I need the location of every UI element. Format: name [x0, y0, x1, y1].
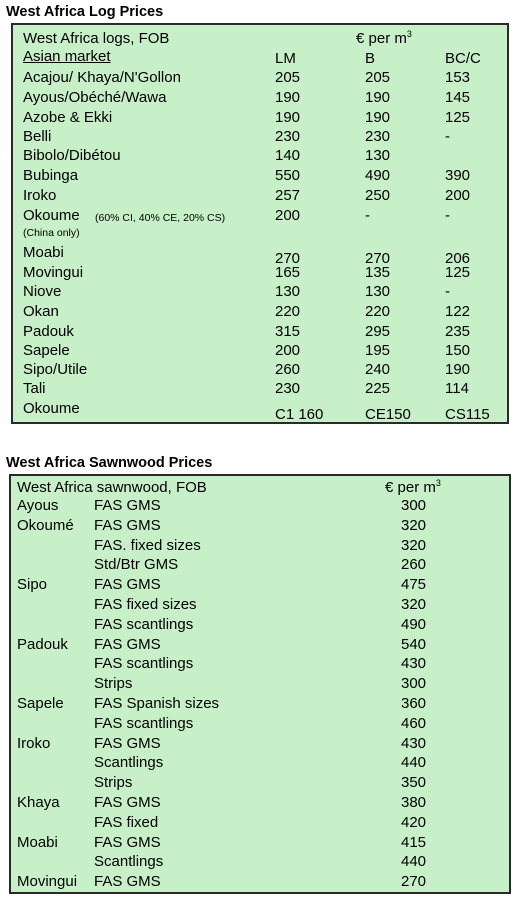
sawn-row-grade: FAS. fixed sizes	[94, 536, 201, 554]
log-row-bcc-price: 125	[445, 264, 471, 281]
sawn-row-species: Movingui	[17, 873, 78, 891]
sawn-row-price: 440	[401, 754, 427, 772]
sawn-row-price: 490	[401, 615, 427, 633]
sawn-row-price: 460	[401, 714, 427, 732]
sawn-row-grade: FAS fixed sizes	[94, 596, 197, 613]
log-row-lm-price: 260	[275, 361, 301, 378]
sawn-prices-title: West Africa Sawnwood Prices	[6, 455, 213, 471]
sawn-header-label: West Africa sawnwood, FOB	[17, 479, 207, 496]
log-row-b-price: 195	[365, 342, 391, 359]
sawn-row-price: 320	[401, 516, 427, 534]
log-market-label: Asian market	[23, 48, 111, 65]
log-row-b-price: 135	[365, 264, 391, 281]
log-row-bcc-price: 235	[445, 323, 471, 340]
log-row-bcc-price: -	[445, 283, 450, 300]
log-row-b-price: 225	[365, 380, 391, 397]
log-row-b-price: -	[365, 207, 370, 224]
log-row-species: Moabi	[23, 244, 64, 261]
log-row-bcc-price: 122	[445, 303, 471, 320]
sawn-row-price: 430	[401, 655, 427, 673]
sawn-row-grade: FAS GMS	[94, 833, 161, 851]
sawn-row-grade: FAS GMS	[94, 794, 161, 811]
sawn-row-grade: Strips	[94, 675, 133, 693]
sawn-row-price: 300	[401, 497, 427, 514]
log-row-species: Sapele	[23, 342, 70, 359]
sawn-row-grade: FAS Spanish sizes	[94, 695, 220, 712]
log-row-lm-price: 230	[275, 380, 301, 397]
log-row-b-price: 295	[365, 323, 391, 340]
log-row-species: Bibolo/Dibétou	[23, 147, 121, 164]
sawn-prices-table	[9, 474, 511, 894]
log-row-bcc-price: 150	[445, 342, 471, 359]
sawn-row-grade: FAS GMS	[94, 576, 161, 594]
sawn-row-species: Khaya	[17, 794, 60, 811]
log-row-b-price: 190	[365, 109, 391, 126]
sawn-row-price: 540	[401, 635, 427, 653]
log-row-lm-price: 200	[275, 207, 301, 224]
log-row-lm-price: 190	[275, 89, 301, 106]
log-row-b-price: 270	[365, 250, 391, 267]
log-row-note-2: (China only)	[23, 227, 80, 239]
sawn-row-species: Moabi	[17, 833, 58, 851]
log-row-species: Belli	[23, 128, 52, 145]
log-row-bcc-price: 153	[445, 69, 471, 86]
sawn-row-species: Sipo	[17, 576, 48, 594]
sawn-row-grade: FAS scantlings	[94, 714, 194, 732]
log-row-lm-price: 190	[275, 109, 301, 126]
log-row-species: Bubinga	[23, 167, 79, 184]
log-prices-title: West Africa Log Prices	[6, 4, 164, 20]
sawn-row-price: 300	[401, 675, 427, 693]
log-row-lm-price: 205	[275, 69, 301, 86]
sawn-row-grade: FAS GMS	[94, 516, 161, 534]
log-row-species: Niove	[23, 283, 62, 300]
sawn-row-price: 430	[401, 734, 427, 752]
log-row-lm-price: 140	[275, 147, 301, 164]
sawn-row-grade: Scantlings	[94, 754, 164, 772]
sawn-row-grade: FAS scantlings	[94, 655, 194, 673]
log-row-bcc-price: 145	[445, 89, 471, 106]
log-header-label: West Africa logs, FOB	[23, 30, 170, 47]
sawn-row-grade: FAS GMS	[94, 497, 161, 514]
col-header-b: B	[365, 50, 376, 67]
log-row-lm-price: 257	[275, 187, 301, 204]
sawn-row-price: 260	[401, 556, 427, 574]
log-prices-table	[11, 23, 509, 424]
sawn-row-grade: FAS GMS	[94, 635, 161, 653]
sawn-row-price: 380	[401, 794, 427, 811]
log-row-species: Tali	[23, 380, 46, 397]
sawn-row-grade: FAS GMS	[94, 873, 161, 891]
log-row-bcc-price: 200	[445, 187, 471, 204]
log-row-lm-price: 270	[275, 250, 301, 267]
log-row-bcc-price: 206	[445, 250, 471, 267]
log-row-b-price: 205	[365, 69, 391, 86]
log-row-lm-price: 550	[275, 167, 301, 184]
col-header-bcc: BC/C	[445, 50, 481, 67]
log-row-b-price: 220	[365, 303, 391, 320]
col-header-lm: LM	[275, 50, 296, 67]
sawn-row-species: Padouk	[17, 635, 68, 653]
log-row-b-price: 490	[365, 167, 391, 184]
log-row-lm-price: 165	[275, 264, 301, 281]
sawn-row-price: 475	[401, 576, 427, 594]
sawn-row-price: 440	[401, 853, 427, 871]
sawn-row-grade: FAS GMS	[94, 734, 161, 752]
sawn-row-species: Ayous	[17, 497, 59, 514]
log-row-lm-price: 220	[275, 303, 301, 320]
log-row-b-price: 250	[365, 187, 391, 204]
log-row-species: Sipo/Utile	[23, 361, 88, 378]
log-row-species: Movingui	[23, 264, 84, 281]
log-row-species: Iroko	[23, 187, 57, 204]
log-row-bcc-price: -	[445, 128, 450, 145]
log-row-species: Okoume	[23, 207, 80, 224]
sawn-row-grade: FAS fixed	[94, 813, 159, 831]
log-row-species: Azobe & Ekki	[23, 109, 113, 126]
sawn-row-grade: Strips	[94, 774, 133, 792]
log-row-species: Okan	[23, 303, 59, 320]
log-row-lm-price: 315	[275, 323, 301, 340]
log-row-b-price: 130	[365, 147, 391, 164]
log-row-bcc-price: -	[445, 207, 450, 224]
log-row-b-price: 130	[365, 283, 391, 300]
log-row-b-price: 190	[365, 89, 391, 106]
log-row-lm-price: C1 160	[275, 406, 324, 423]
log-row-species: Padouk	[23, 323, 74, 340]
log-row-note: (60% CI, 40% CE, 20% CS)	[95, 212, 226, 224]
sawn-unit-label: € per $m^3$	[385, 478, 441, 496]
log-unit-label: € per $m^3$	[356, 29, 412, 47]
log-row-species: Okoume	[23, 400, 80, 417]
log-row-bcc-price: 390	[445, 167, 471, 184]
sawn-row-price: 320	[401, 596, 427, 613]
log-row-b-price: 240	[365, 361, 391, 378]
log-row-b-price: 230	[365, 128, 391, 145]
log-row-bcc-price: 125	[445, 109, 471, 126]
sawn-row-price: 415	[401, 833, 427, 851]
sawn-row-price: 360	[401, 695, 427, 712]
log-row-bcc-price: 190	[445, 361, 471, 378]
sawn-row-species: Okoumé	[17, 516, 74, 534]
sawn-row-price: 420	[401, 813, 427, 831]
sawn-row-price: 350	[401, 774, 427, 792]
sawn-row-price: 320	[401, 536, 427, 554]
log-row-bcc-price: CS115	[445, 406, 490, 423]
sawn-row-species: Sapele	[17, 695, 64, 712]
log-row-lm-price: 230	[275, 128, 301, 145]
log-row-lm-price: 200	[275, 342, 301, 359]
sawn-row-species: Iroko	[17, 734, 51, 752]
sawn-row-grade: Scantlings	[94, 853, 164, 871]
log-row-lm-price: 130	[275, 283, 301, 300]
sawn-row-grade: Std/Btr GMS	[94, 556, 179, 574]
log-row-species: Acajou/ Khaya/N'Gollon	[23, 69, 181, 86]
log-row-bcc-price: 114	[445, 380, 469, 397]
log-row-species: Ayous/Obéché/Wawa	[23, 89, 167, 106]
sawn-row-grade: FAS scantlings	[94, 615, 194, 633]
sawn-row-price: 270	[401, 873, 427, 891]
log-row-b-price: CE150	[365, 406, 411, 423]
